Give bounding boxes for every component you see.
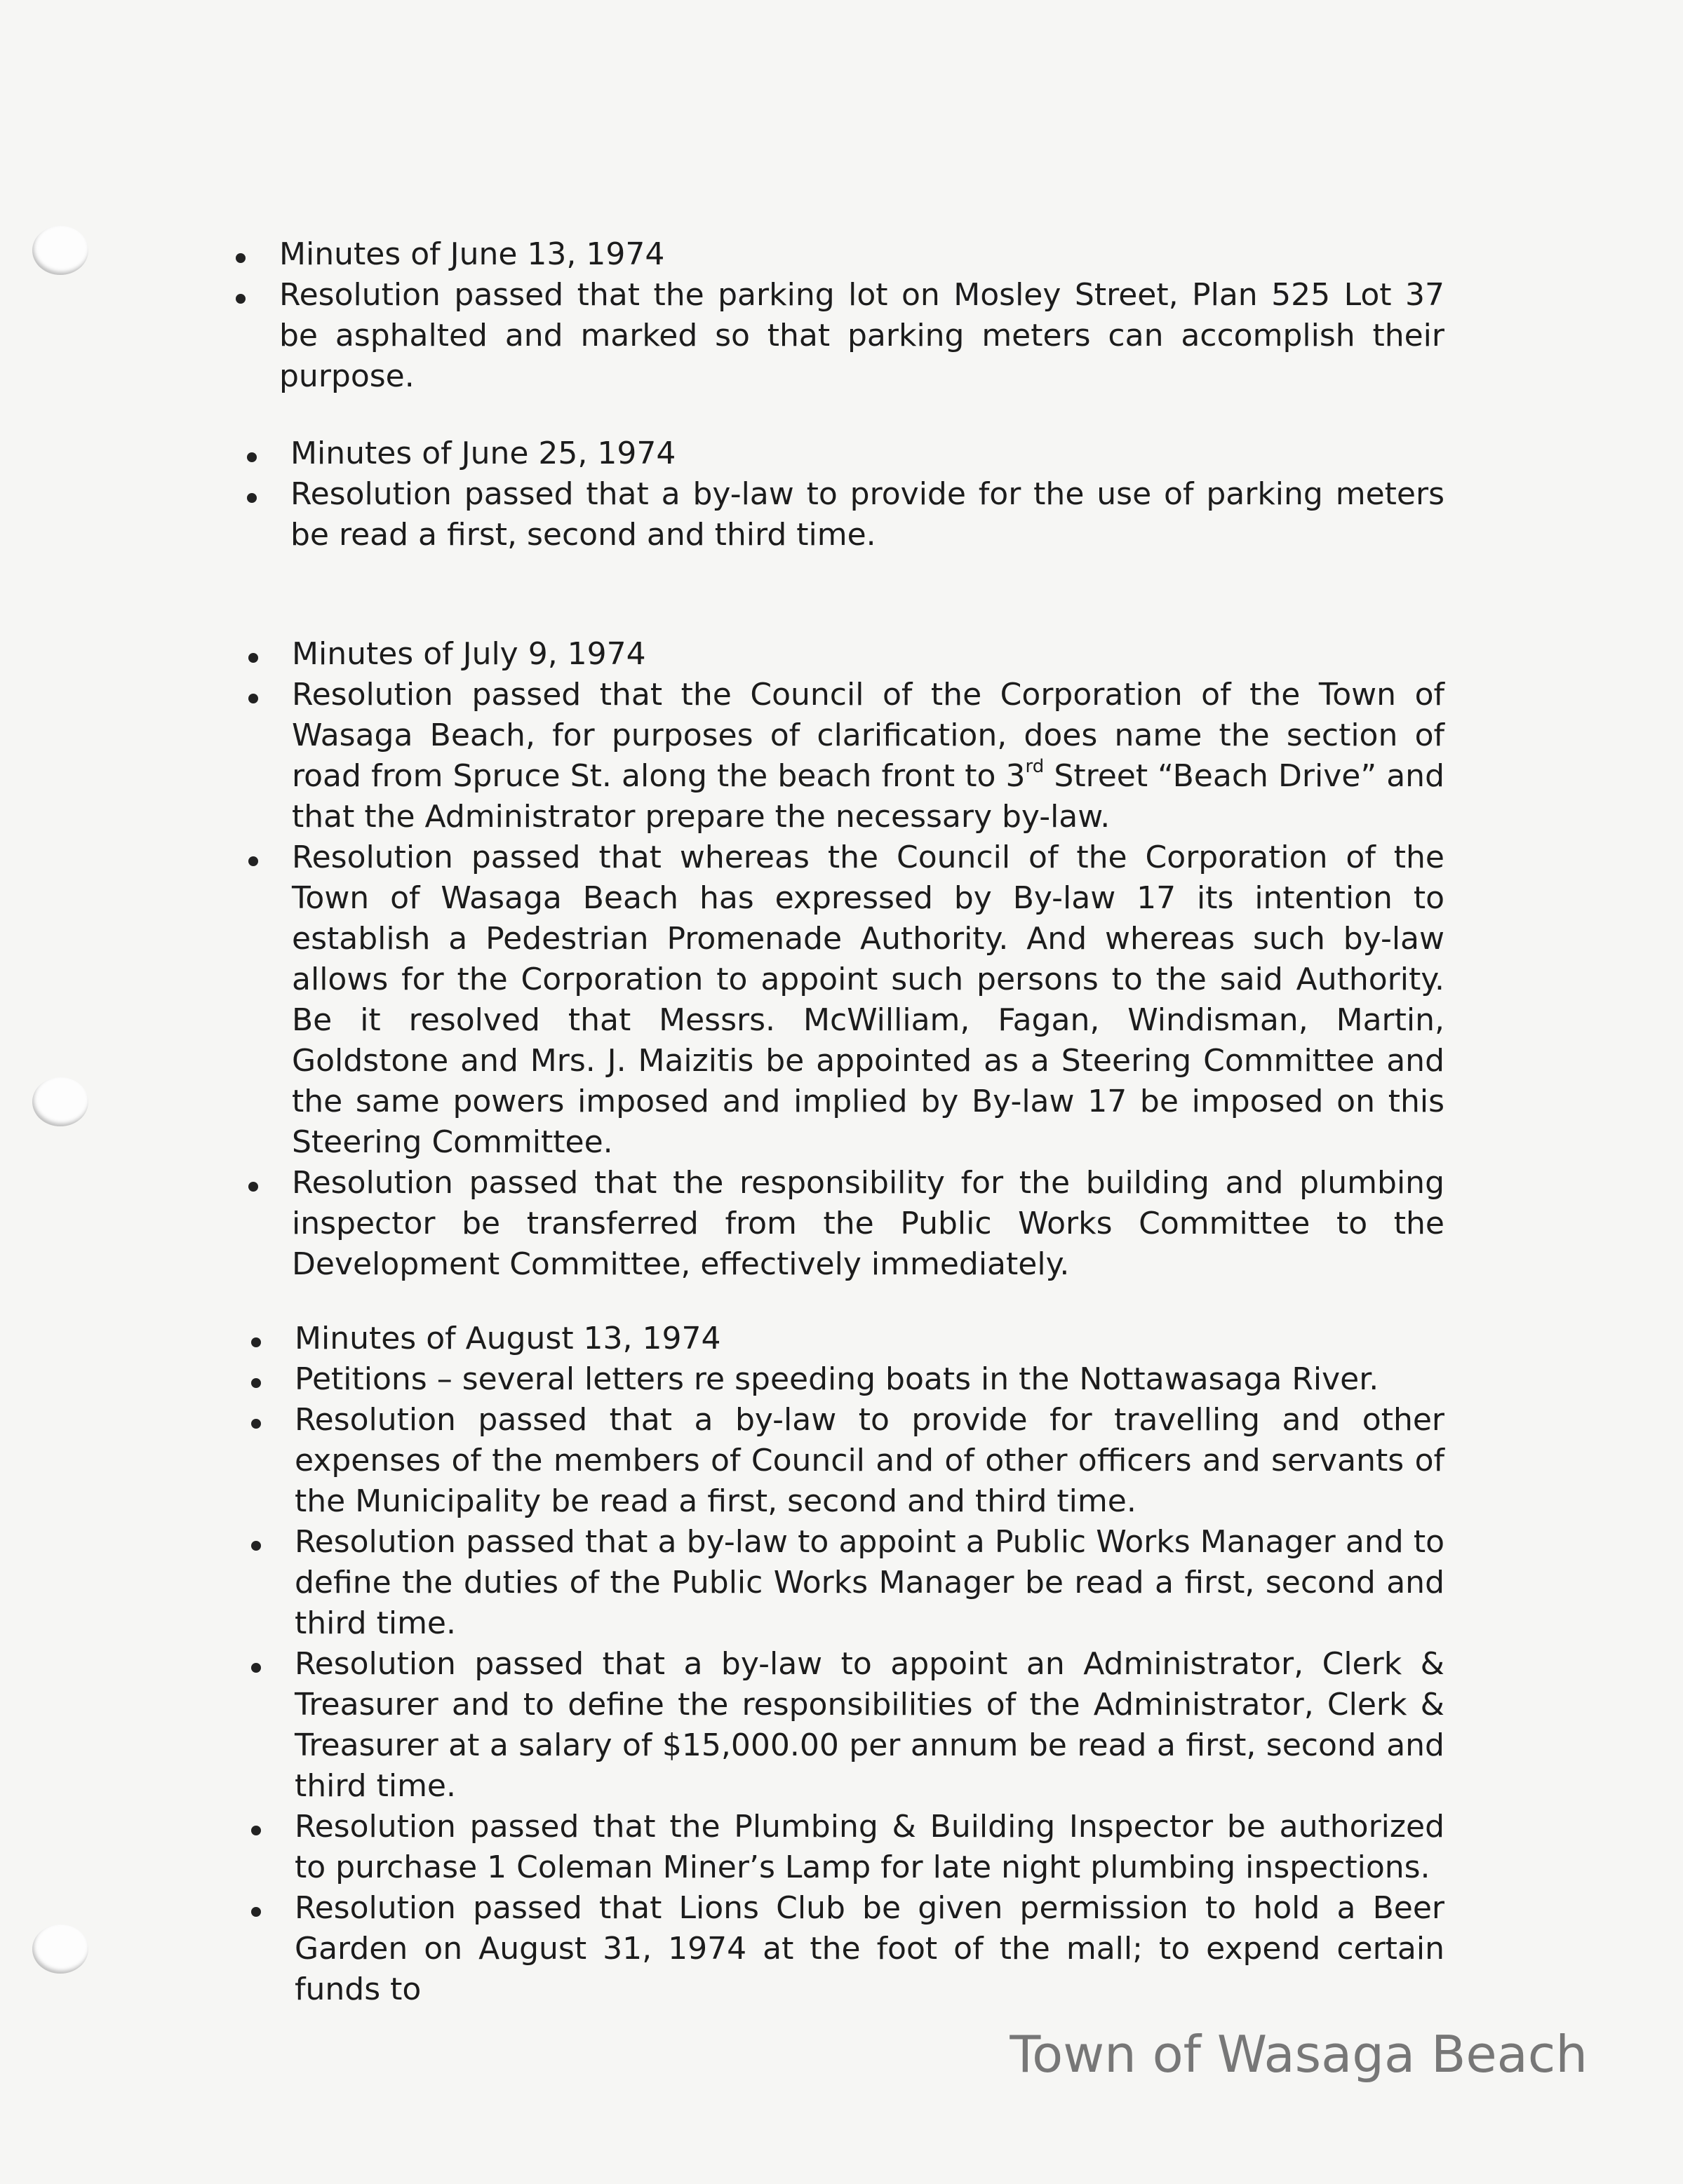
list-item: Minutes of July 9, 1974 [292,634,1444,675]
watermark: Town of Wasaga Beach [1010,2025,1588,2084]
list-item: Resolution passed that whereas the Council of the Corporation of the Town of Wasaga Beach has expressed by By-law 17 its intention to establish a Pedestrian Promenade Authority. And whereas such by-law allows for the Corporation to appoint such persons to the said Authority. Be it resolved that Messrs. McWilliam, Fagan, Windisman, Martin, Goldstone and Mrs. J. Maizitis be appointed as a Steering Committee and the same powers imposed and implied by By-law 17 be imposed on this Steering Committee. [292,837,1444,1163]
minutes-july-9-section [292,634,1444,1285]
punch-hole-bottom [32,1925,88,1974]
punch-hole-top [32,226,88,275]
superscript: rd [1025,756,1045,778]
list-item: Resolution passed that a by-law to provide for travelling and other expenses of the members of Council and of other officers and servants of the Municipality be read a first, second and third time. [295,1400,1444,1522]
list-item [292,675,1444,837]
bullet-list [279,234,1444,397]
minutes-june-13-section [279,234,1444,397]
text-segment: Resolution passed that the Council of the Corporation of the Town of Wasaga Beach, for purposes of clarification, does name the section of road from Spruce St. along the beach front to 3 [292,677,1444,794]
bullet-list [292,634,1444,1285]
minutes-june-25-section [290,433,1444,555]
text-segment: Street “Beach Drive” and that the Administrator prepare the necessary by-law. [292,758,1445,835]
list-item: Resolution passed that the Plumbing & Building Inspector be authorized to purchase 1 Coleman Miner’s Lamp for late night plumbing inspections. [295,1807,1444,1888]
punch-hole-middle [32,1077,88,1126]
list-item: Resolution passed that the responsibility for the building and plumbing inspector be transferred from the Public Works Committee to the Development Committee, effectively immediately. [292,1163,1444,1285]
list-item: Petitions – several letters re speeding boats in the Nottawasaga River. [295,1359,1444,1400]
list-item: Minutes of June 25, 1974 [290,433,1444,474]
list-item: Minutes of August 13, 1974 [295,1319,1444,1359]
list-item: Minutes of June 13, 1974 [279,234,1444,275]
list-item: Resolution passed that a by-law to appoint an Administrator, Clerk & Treasurer and to define the responsibilities of the Administrator, Clerk & Treasurer at a salary of $15,000.00 per annum be read a first, second and third time. [295,1644,1444,1807]
bullet-list [290,433,1444,555]
minutes-august-13-section [295,1319,1444,2010]
bullet-list [295,1319,1444,2010]
list-item: Resolution passed that a by-law to provide for the use of parking meters be read a first, second and third time. [290,474,1444,555]
list-item: Resolution passed that Lions Club be given permission to hold a Beer Garden on August 31, 1974 at the foot of the mall; to expend certain funds to [295,1888,1444,2010]
list-item: Resolution passed that the parking lot on Mosley Street, Plan 525 Lot 37 be asphalted and marked so that parking meters can accomplish their purpose. [279,275,1444,397]
list-item: Resolution passed that a by-law to appoint a Public Works Manager and to define the duties of the Public Works Manager be read a first, second and third time. [295,1522,1444,1644]
